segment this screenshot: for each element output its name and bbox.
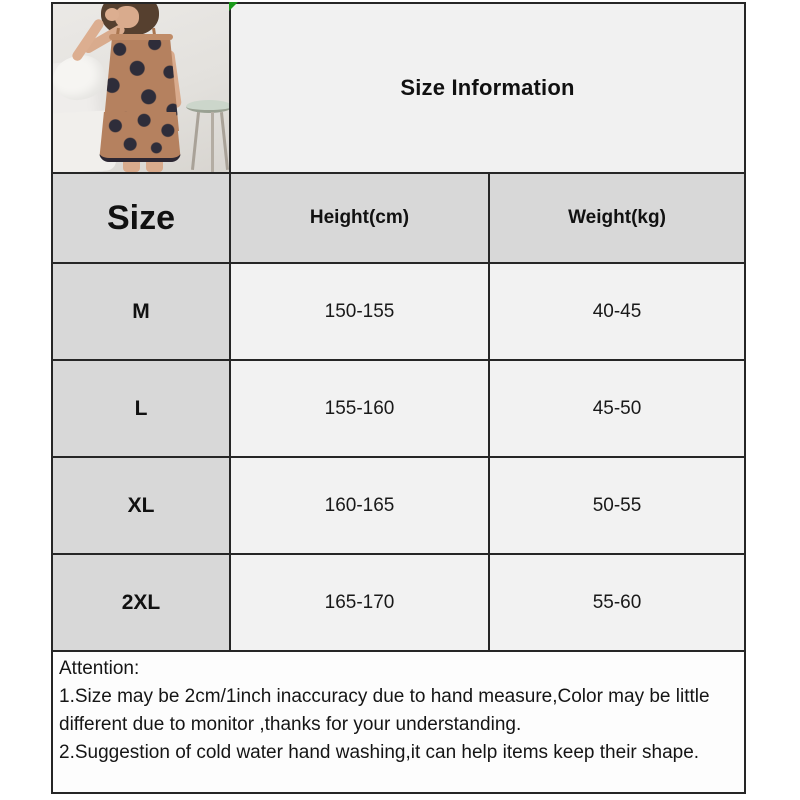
weight-value: 45-50	[488, 361, 744, 456]
photo-model-hand	[105, 8, 119, 21]
photo-polka-dot-shorts	[99, 112, 181, 162]
photo-table-leg	[191, 112, 200, 170]
table-row	[53, 262, 744, 359]
attention-note-1: 1.Size may be 2cm/1inch inaccuracy due to hand measure,Color may be little different due to monitor ,thanks for your understanding.	[59, 686, 710, 735]
column-header-weight: Weight(kg)	[488, 174, 744, 262]
height-value: 155-160	[229, 361, 488, 456]
table-header-row	[53, 172, 744, 262]
top-row	[53, 4, 744, 172]
weight-value: 55-60	[488, 555, 744, 650]
product-photo	[53, 4, 229, 172]
photo-neck-ruffle	[109, 34, 173, 40]
size-label: XL	[53, 458, 229, 553]
height-value: 160-165	[229, 458, 488, 553]
weight-value: 40-45	[488, 264, 744, 359]
size-label: L	[53, 361, 229, 456]
weight-value: 50-55	[488, 458, 744, 553]
size-label: 2XL	[53, 555, 229, 650]
photo-table-leg	[220, 112, 229, 170]
page-title: Size Information	[229, 4, 744, 172]
attention-heading: Attention:	[59, 658, 140, 679]
attention-note-2: 2.Suggestion of cold water hand washing,it can help items keep their shape.	[59, 742, 700, 763]
height-value: 165-170	[229, 555, 488, 650]
table-row	[53, 456, 744, 553]
column-header-size: Size	[53, 174, 229, 262]
size-chart-sheet	[51, 2, 746, 794]
height-value: 150-155	[229, 264, 488, 359]
table-row	[53, 553, 744, 650]
column-header-height: Height(cm)	[229, 174, 488, 262]
photo-table-leg	[211, 112, 214, 172]
green-corner-marker-icon	[229, 2, 238, 11]
attention-note	[53, 650, 744, 792]
size-label: M	[53, 264, 229, 359]
table-row	[53, 359, 744, 456]
